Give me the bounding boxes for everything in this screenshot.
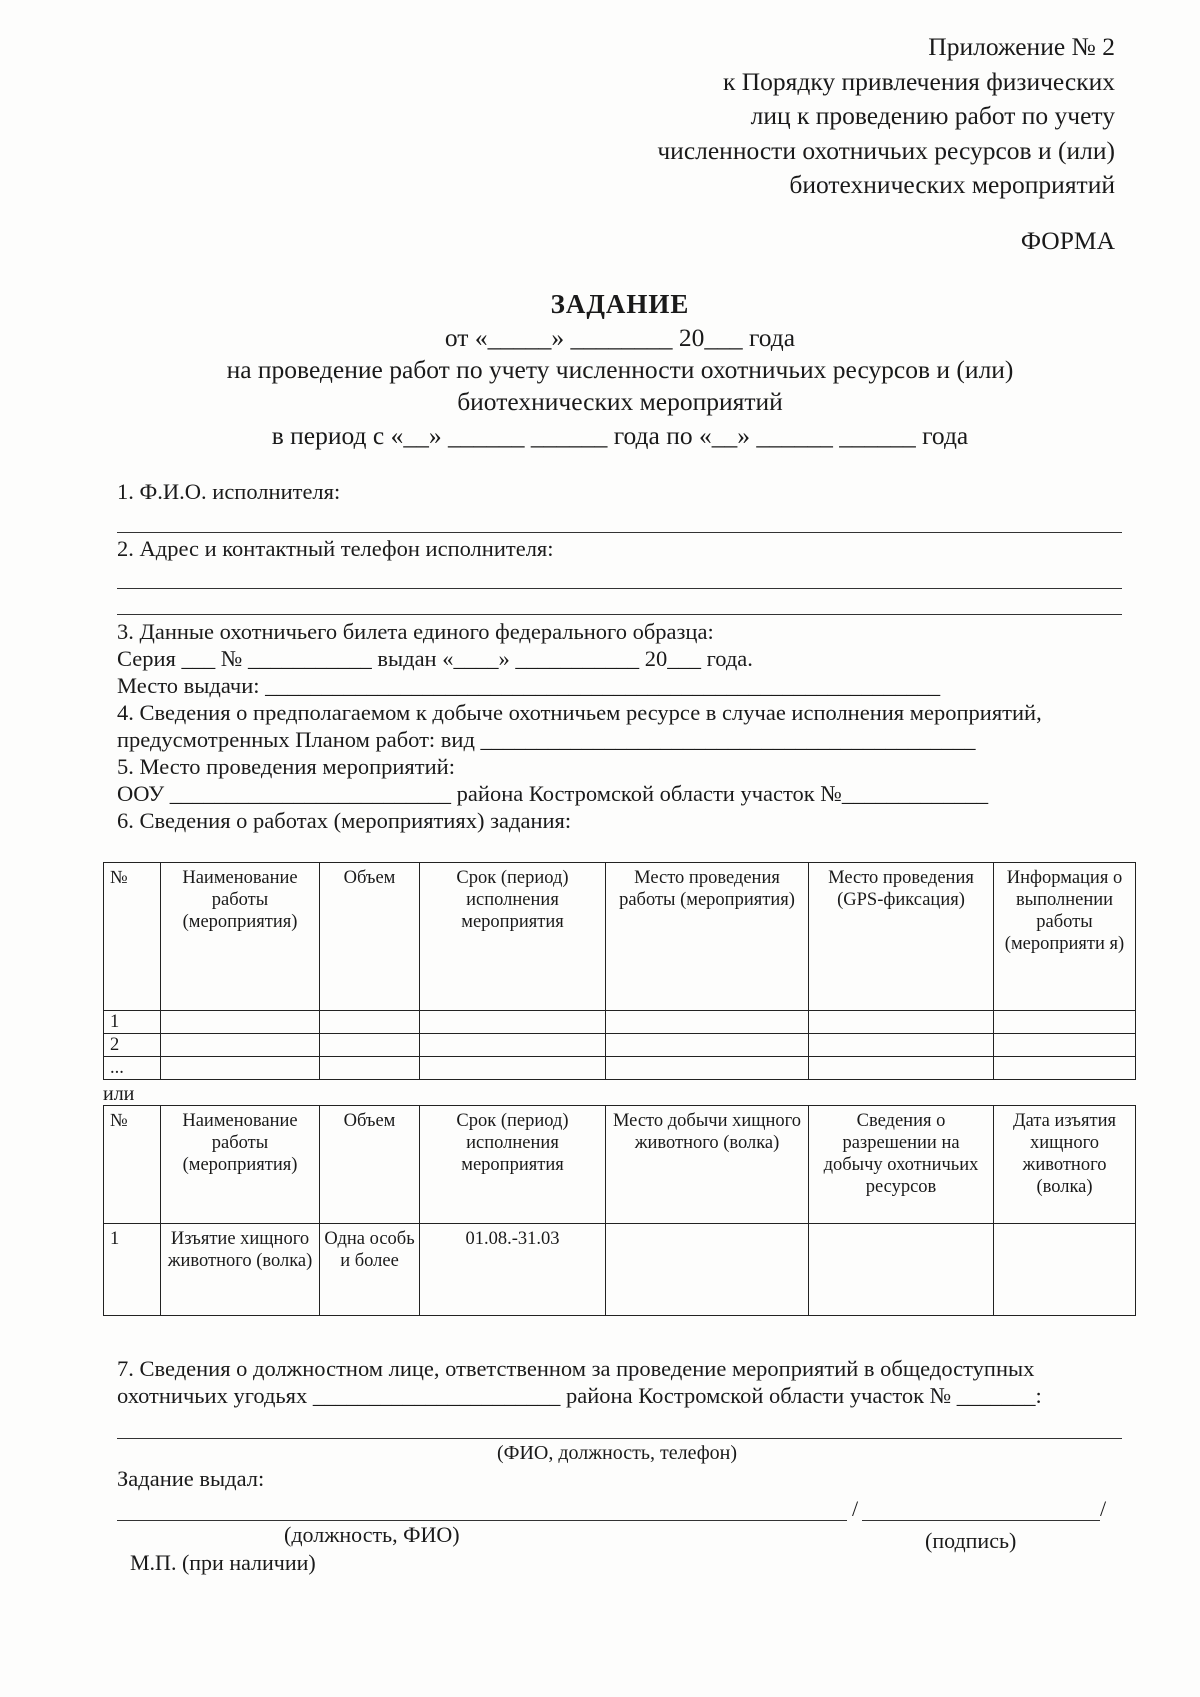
table-cell [420, 1011, 606, 1034]
fill-line [117, 1438, 1122, 1439]
row-number: 1 [104, 1224, 161, 1316]
table-cell: Одна особь и более [320, 1224, 420, 1316]
fill-line [117, 588, 1122, 589]
table-cell [420, 1057, 606, 1080]
row-number: 2 [104, 1034, 161, 1057]
table-cell [420, 1034, 606, 1057]
table-header: № [104, 1106, 161, 1224]
table-cell [994, 1034, 1136, 1057]
section-3-series: Серия ___ № ___________ выдан «____» ___________ 20___ года. [117, 646, 753, 671]
table-cell [809, 1224, 994, 1316]
stamp-label: М.П. (при наличии) [130, 1550, 316, 1575]
table-row [104, 1034, 1136, 1057]
table-header: Место добычи хищного животного (волка) [606, 1106, 809, 1224]
table-cell: 01.08.-31.03 [420, 1224, 606, 1316]
position-line [117, 1520, 847, 1521]
table-header: Дата изъятия хищного животного (волка) [994, 1106, 1136, 1224]
table-cell [161, 1011, 320, 1034]
caption-position: (должность, ФИО) [284, 1522, 460, 1547]
section-6-label: 6. Сведения о работах (мероприятиях) задания: [117, 808, 572, 833]
table-header: Наименование работы (мероприятия) [161, 863, 320, 1011]
table-cell [320, 1011, 420, 1034]
document-title: ЗАДАНИЕ [550, 289, 690, 319]
issued-by [117, 1465, 1122, 1492]
works-table [103, 862, 1136, 1080]
section-4-line: 4. Сведения о предполагаемом к добыче охотничьем ресурсе в случае исполнения мероприятий, [117, 700, 1042, 725]
signature-line [862, 1520, 1100, 1521]
table-cell [161, 1057, 320, 1080]
table-cell [606, 1011, 809, 1034]
appendix-line: лиц к проведению работ по учету [750, 101, 1115, 130]
table-cell [606, 1224, 809, 1316]
table-cell [994, 1057, 1136, 1080]
appendix-line: Приложение № 2 [928, 32, 1115, 61]
table-cell [994, 1224, 1136, 1316]
table-cell [994, 1011, 1136, 1034]
separator: / [1100, 1496, 1107, 1521]
table-header: Объем [320, 863, 420, 1011]
section-1-label: 1. Ф.И.О. исполнителя: [117, 479, 341, 504]
row-number: 1 [104, 1011, 161, 1034]
row-number: ... [104, 1057, 161, 1080]
table-header: Сведения о разрешении на добычу охотничьих ресурсов [809, 1106, 994, 1224]
section-5-label: 5. Место проведения мероприятий: [117, 754, 455, 779]
table-row [104, 1057, 1136, 1080]
subject-line: биотехнических мероприятий [457, 387, 783, 416]
issued-by-label: Задание выдал: [117, 1466, 265, 1491]
separator: / [852, 1496, 859, 1521]
fill-line [117, 614, 1122, 615]
appendix-header [657, 30, 1115, 203]
table-cell: Изъятие хищного животного (волка) [161, 1224, 320, 1316]
appendix-line: к Порядку привлечения физических [722, 66, 1115, 96]
subject-line: на проведение работ по учету численности охотничьих ресурсов и (или) [226, 355, 1014, 384]
wolf-removal-table [103, 1105, 1136, 1316]
table-header-row [104, 1106, 1136, 1224]
table-header: Место проведения работы (мероприятия) [606, 863, 809, 1011]
fill-line [117, 532, 1122, 533]
appendix-line: численности охотничьих ресурсов и (или) [657, 135, 1115, 165]
table-header: Место проведения (GPS-фиксация) [809, 863, 994, 1011]
table-header: Информация о выполнении работы (мероприяти я) [994, 863, 1136, 1011]
table-header: Наименование работы (мероприятия) [161, 1106, 320, 1224]
table-cell [809, 1057, 994, 1080]
or-label: или [103, 1083, 135, 1105]
caption-contact: (ФИО, должность, телефон) [497, 1442, 738, 1464]
sections-3-6 [117, 618, 1122, 834]
section-2 [117, 535, 1122, 562]
appendix-line: биотехнических мероприятий [789, 170, 1115, 199]
section-3-place: Место выдачи: ____________________________________________________________ [117, 673, 941, 698]
title-block [120, 288, 1120, 452]
section-7-line: 7. Сведения о должностном лице, ответственном за проведение мероприятий в общедоступных [117, 1356, 1035, 1381]
caption-signature: (подпись) [925, 1528, 1017, 1553]
table-cell [809, 1034, 994, 1057]
table-cell [809, 1011, 994, 1034]
table-header: № [104, 863, 161, 1011]
section-1 [117, 478, 1122, 505]
section-2-label: 2. Адрес и контактный телефон исполнителя: [117, 536, 554, 561]
table-cell [606, 1034, 809, 1057]
section-5-line: ООУ _________________________ района Костромской области участок №_____________ [117, 781, 989, 806]
form-label: ФОРМА [1020, 226, 1115, 255]
section-7 [117, 1355, 1122, 1409]
table-header: Срок (период) исполнения мероприятия [420, 863, 606, 1011]
table-header-row [104, 863, 1136, 1011]
table-header: Объем [320, 1106, 420, 1224]
table-row [104, 1224, 1136, 1316]
table-row [104, 1011, 1136, 1034]
table-cell [320, 1034, 420, 1057]
section-4-line: предусмотренных Планом работ: вид ____________________________________________ [117, 727, 976, 752]
table-header: Срок (период) исполнения мероприятия [420, 1106, 606, 1224]
period-line: в период с «__» ______ ______ года по «__» ______ ______ года [271, 421, 969, 450]
section-3-label: 3. Данные охотничьего билета единого федерального образца: [117, 619, 714, 644]
table-cell [320, 1057, 420, 1080]
table-cell [161, 1034, 320, 1057]
date-line: от «_____» ________ 20___ года [444, 323, 796, 352]
table-cell [606, 1057, 809, 1080]
section-7-line: охотничьих угодьях ______________________ района Костромской области участок № _______: [117, 1383, 1042, 1408]
